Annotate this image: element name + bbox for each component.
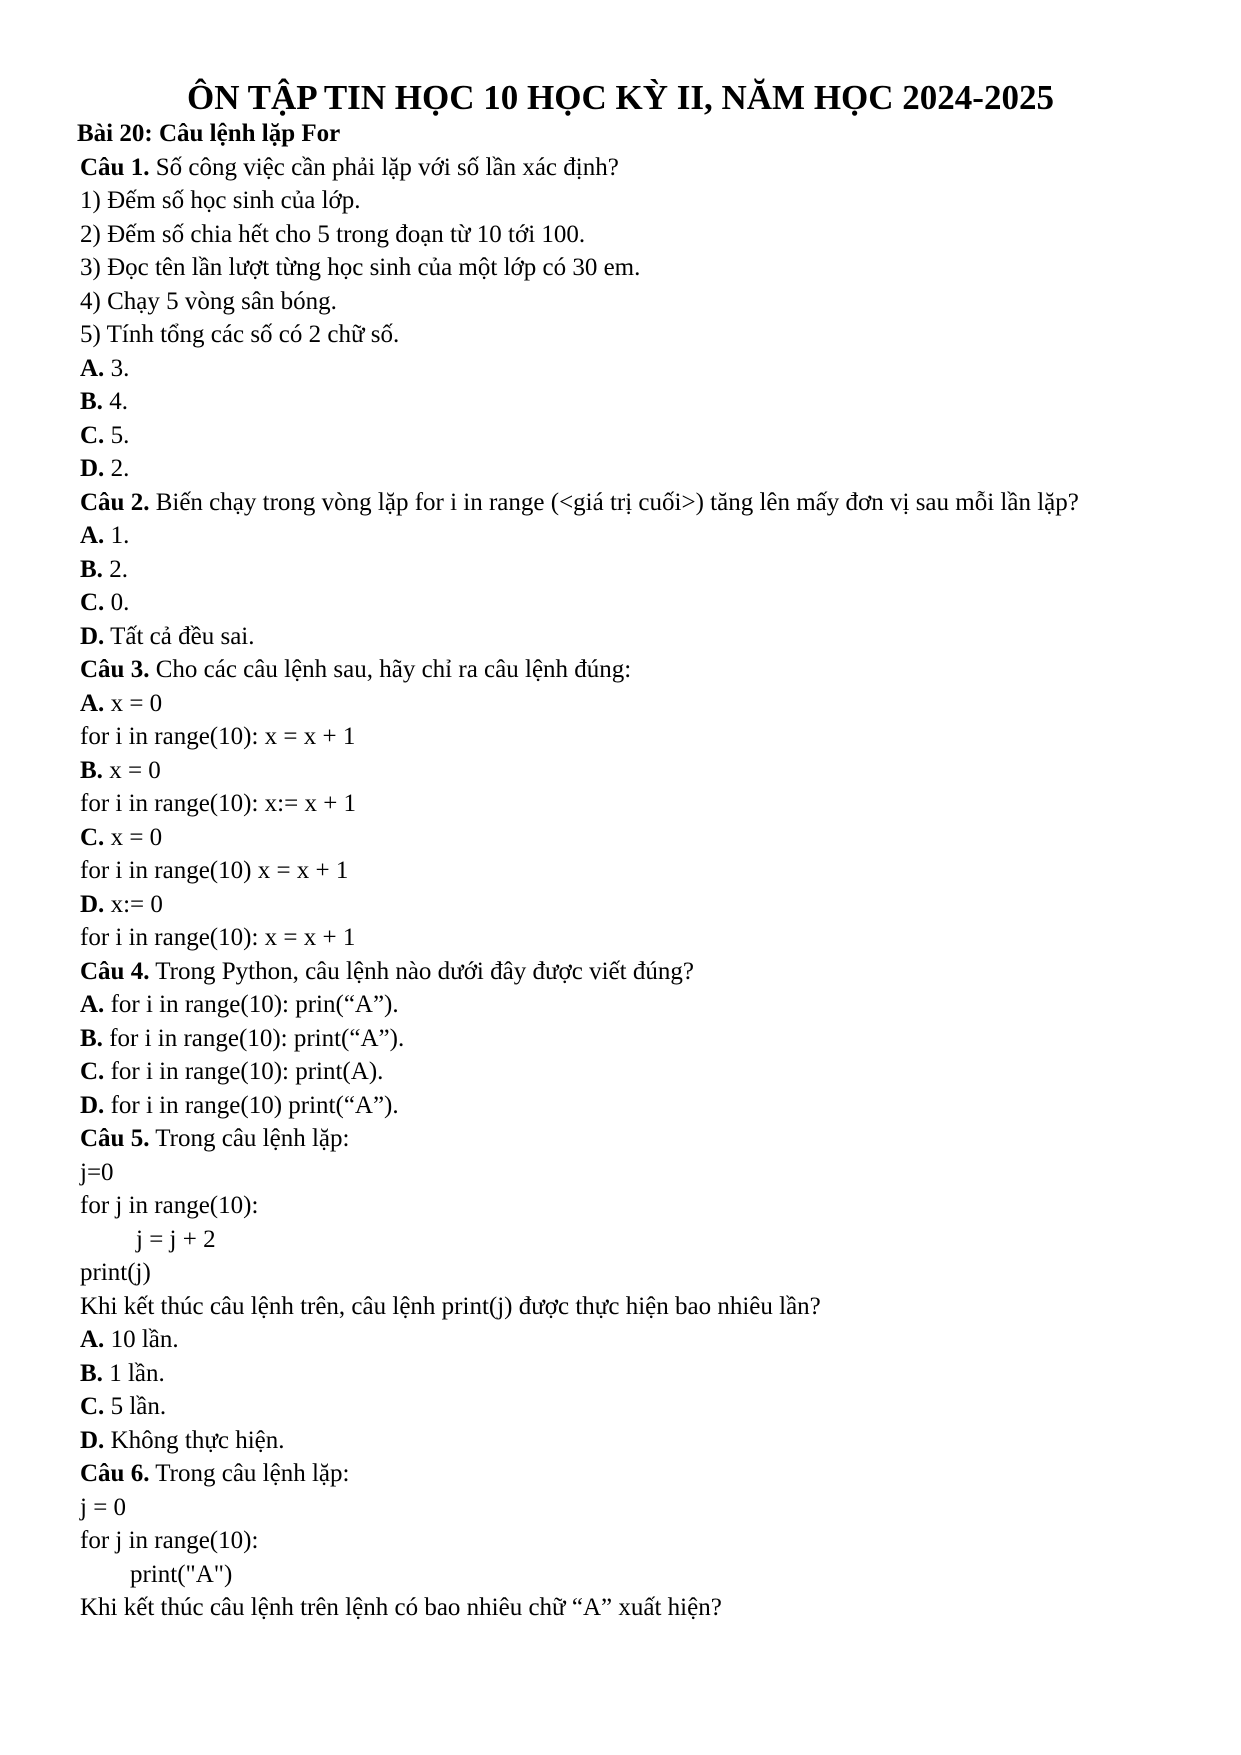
answer-option: [80, 821, 1190, 855]
list-item: 1) Đếm số học sinh của lớp.: [80, 187, 361, 214]
list-item: 4) Chạy 5 vòng sân bóng.: [80, 287, 337, 315]
lesson-heading: Bài 20: Câu lệnh lặp For: [77, 120, 341, 147]
document-body: [77, 117, 1190, 1625]
option-key: B.: [80, 388, 103, 415]
option-text: for i in range(10) print(“A”).: [104, 1091, 399, 1119]
option-key: C.: [80, 1393, 105, 1420]
option-key: B.: [80, 555, 103, 583]
option-text: 2.: [104, 455, 130, 482]
question-3: [80, 653, 1190, 687]
question-label: Câu 1.: [80, 153, 150, 181]
option-text: x = 0: [104, 689, 163, 717]
question-2: [80, 486, 1190, 520]
option-text: 5.: [104, 421, 130, 449]
option-text: for i in range(10): prin(“A”).: [104, 991, 399, 1018]
answer-option: [80, 385, 1190, 419]
option-text: for i in range(10): print(“A”).: [102, 1024, 405, 1052]
list-item: 2) Đếm số chia hết cho 5 trong đoạn từ 10 tới 100.: [80, 220, 586, 248]
answer-option: [80, 1022, 1190, 1056]
code-line: j = j + 2: [136, 1225, 216, 1253]
question-6: [80, 1457, 1190, 1491]
option-key: D.: [80, 455, 105, 482]
option-key: C.: [80, 589, 105, 616]
code-line: print(j): [80, 1259, 151, 1286]
question-prompt: Khi kết thúc câu lệnh trên, câu lệnh print(j) được thực hiện bao nhiêu lần?: [80, 1292, 821, 1320]
answer-option: [80, 352, 1190, 386]
code-line: print("A"): [130, 1560, 233, 1588]
option-key: D.: [80, 1091, 105, 1119]
question-prompt: Khi kết thúc câu lệnh trên lệnh có bao nhiêu chữ “A” xuất hiện?: [80, 1594, 722, 1621]
question-1: [80, 151, 1190, 185]
option-text: 1.: [104, 522, 130, 549]
question-text: Trong câu lệnh lặp:: [149, 1460, 350, 1487]
answer-option: [80, 419, 1190, 453]
question-5: [80, 1122, 1190, 1156]
list-item: 3) Đọc tên lần lượt từng học sinh của một lớp có 30 em.: [80, 254, 641, 281]
question-text: Trong câu lệnh lặp:: [149, 1125, 350, 1152]
option-key: B.: [80, 756, 103, 784]
answer-option: [80, 988, 1190, 1022]
list-item: 5) Tính tổng các số có 2 chữ số.: [80, 321, 400, 348]
answer-option: [80, 687, 1190, 721]
option-key: D.: [80, 622, 105, 650]
question-label: Câu 5.: [80, 1125, 150, 1152]
option-text: 10 lần.: [104, 1326, 179, 1353]
code-line: for i in range(10): x = x + 1: [80, 723, 356, 750]
option-key: D.: [80, 890, 105, 918]
question-text: Cho các câu lệnh sau, hãy chỉ ra câu lệnh đúng:: [149, 656, 632, 683]
option-text: x:= 0: [104, 890, 163, 918]
code-line: for j in range(10):: [80, 1192, 259, 1219]
option-key: A.: [80, 689, 105, 717]
code-line: for i in range(10): x:= x + 1: [80, 790, 357, 817]
question-text: Số công việc cần phải lặp với số lần xác định?: [149, 153, 619, 181]
answer-option: [80, 452, 1190, 486]
document-title: ÔN TẬP TIN HỌC 10 HỌC KỲ II, NĂM HỌC 2024-2025: [187, 78, 1054, 117]
option-key: C.: [80, 421, 105, 449]
question-text: Trong Python, câu lệnh nào dưới đây được viết đúng?: [149, 957, 694, 985]
answer-option: [80, 1323, 1190, 1357]
option-key: A.: [80, 522, 105, 549]
option-text: Tất cả đều sai.: [104, 622, 255, 650]
option-key: D.: [80, 1426, 105, 1454]
answer-option: [80, 586, 1190, 620]
code-line: for j in range(10):: [80, 1527, 259, 1554]
code-line: j = 0: [80, 1493, 127, 1521]
option-key: C.: [80, 1058, 105, 1085]
question-label: Câu 4.: [80, 957, 150, 985]
answer-option: [80, 1390, 1190, 1424]
option-text: 4.: [102, 388, 128, 415]
question-label: Câu 6.: [80, 1460, 150, 1487]
option-key: B.: [80, 1359, 103, 1387]
option-text: 1 lần.: [102, 1359, 165, 1387]
answer-option: [80, 888, 1190, 922]
option-key: B.: [80, 1024, 103, 1052]
code-line: for i in range(10): x = x + 1: [80, 924, 356, 951]
answer-option: [80, 1424, 1190, 1458]
option-text: x = 0: [104, 823, 163, 851]
question-text: Biến chạy trong vòng lặp for i in range (<giá trị cuối>) tăng lên mấy đơn vị sau mỗi lần lặp?: [149, 488, 1079, 516]
answer-option: [80, 754, 1190, 788]
answer-option: [80, 1089, 1190, 1123]
option-key: C.: [80, 823, 105, 851]
option-text: Không thực hiện.: [104, 1426, 285, 1454]
answer-option: [80, 519, 1190, 553]
option-text: for i in range(10): print(A).: [104, 1058, 384, 1085]
answer-option: [80, 1055, 1190, 1089]
option-key: A.: [80, 1326, 105, 1353]
option-text: 3.: [104, 354, 130, 382]
question-label: Câu 2.: [80, 488, 150, 516]
code-line: for i in range(10) x = x + 1: [80, 857, 349, 884]
option-key: A.: [80, 354, 105, 382]
option-key: A.: [80, 991, 105, 1018]
question-label: Câu 3.: [80, 656, 150, 683]
answer-option: [80, 553, 1190, 587]
option-text: 2.: [102, 555, 128, 583]
answer-option: [80, 620, 1190, 654]
option-text: 0.: [104, 589, 130, 616]
answer-option: [80, 1357, 1190, 1391]
option-text: 5 lần.: [104, 1393, 167, 1420]
option-text: x = 0: [102, 756, 161, 784]
code-line: j=0: [80, 1158, 114, 1186]
question-4: [80, 955, 1190, 989]
